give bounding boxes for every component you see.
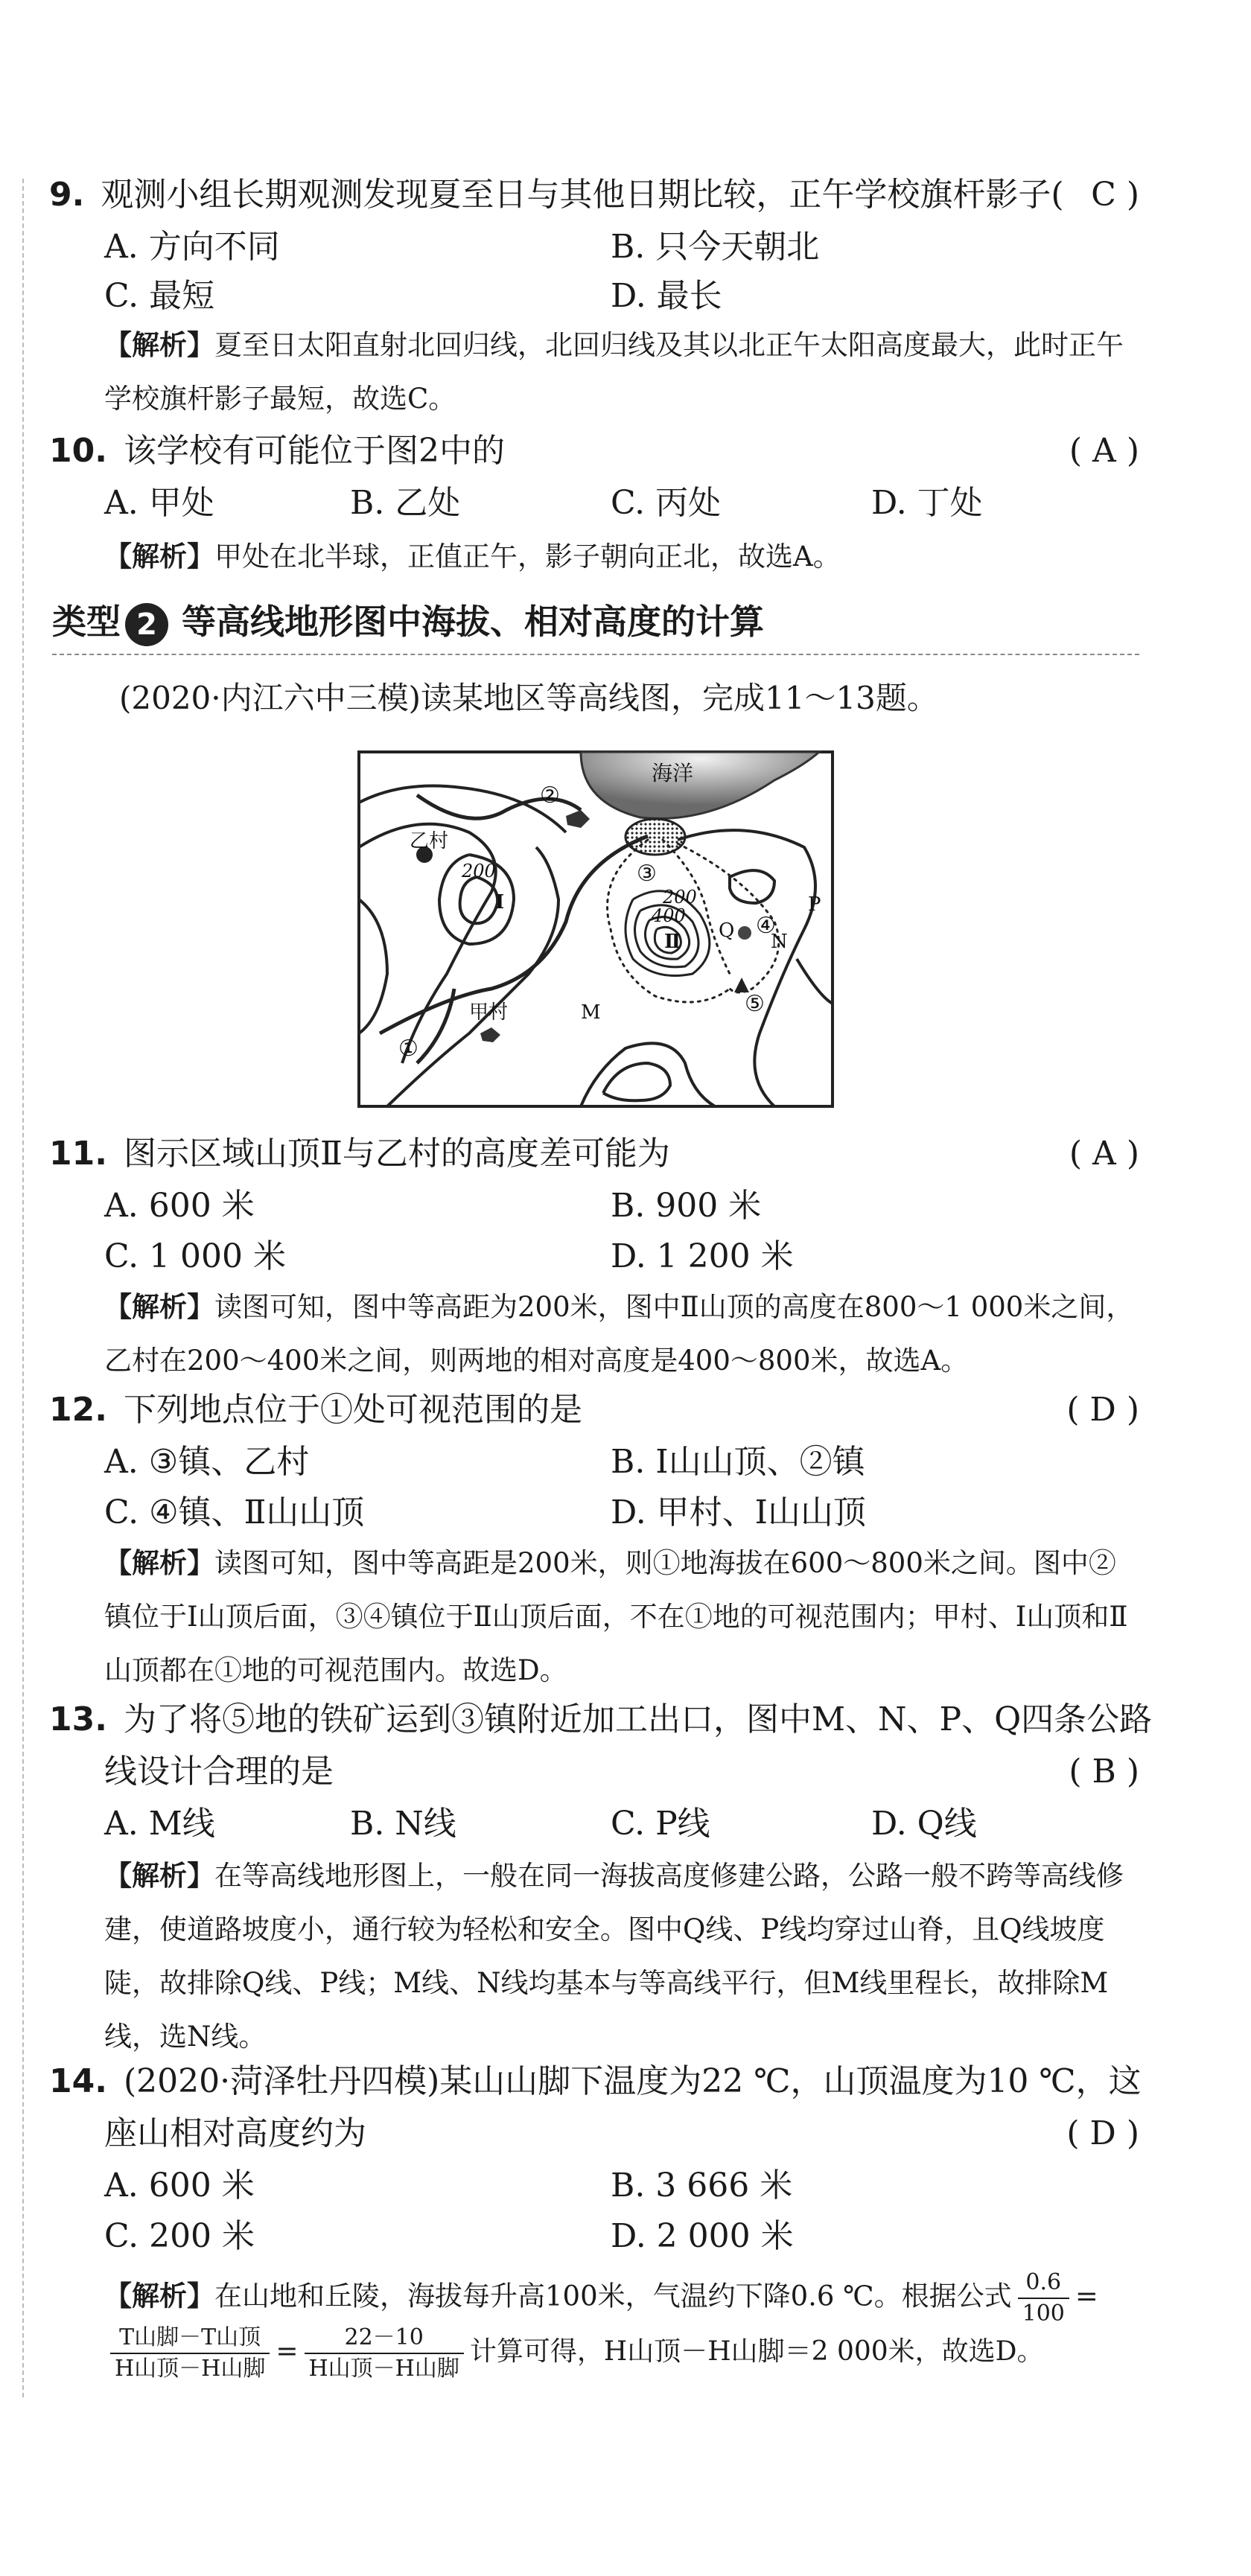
question-11-answer: ( A ) [1069,1135,1139,1173]
option-c: C. 最短 [104,277,215,315]
option-b: B. 只今天朝北 [611,228,820,266]
explanation-text: 读图可知，图中等高距为200米，图中Ⅱ山顶的高度在800～1 000米之间，乙村在200～400米之间，则两地的相对高度是400～800米，故选A。 [104,1291,1134,1377]
question-14-line-2: 座山相对高度约为 [104,2114,366,2152]
label-site-4: ④ [756,913,776,939]
option-a: A. 方向不同 [104,228,280,266]
question-text: 该学校有可能位于图2中的 [123,432,505,470]
question-text: 图示区域山顶Ⅱ与乙村的高度差可能为 [123,1135,670,1173]
question-text-line-1: (2020·菏泽牡丹四模)某山山脚下温度为22 ℃，山顶温度为10 ℃，这 [123,2062,1142,2100]
fraction-numerator: 22－10 [305,2323,464,2354]
option-d: D. 最长 [611,277,722,315]
option-b: B. 乙处 [350,484,461,522]
option-a: A. 甲处 [104,484,214,522]
explanation-tag: 【解析】 [104,1547,214,1579]
option-b: B. 900 米 [611,1187,762,1225]
label-road-p: P [808,893,821,916]
explanation-9 [104,319,1139,426]
fraction-denominator: 100 [1022,2301,1065,2327]
label-road-n: N [771,931,788,953]
label-village-yi: 乙村 [410,830,449,852]
question-14 [49,2059,1142,2104]
question-number: 12. [49,1391,107,1429]
option-c: C. P线 [611,1805,710,1843]
question-10-answer: ( A ) [1069,432,1139,470]
option-c: C. ④镇、Ⅱ山山顶 [104,1493,365,1531]
explanation-text: 夏至日太阳直射北回归线，北回归线及其以北正午太阳高度最大，此时正午学校旗杆影子最短，故选C。 [104,329,1124,415]
explanation-tag: 【解析】 [104,1860,214,1892]
explanation-text: 读图可知，图中等高距是200米，则①地海拔在600～800米之间。图中②镇位于Ⅰ山顶后面，③④镇位于Ⅱ山顶后面，不在①地的可视范围内；甲村、Ⅰ山顶和Ⅱ山顶都在①地的可视范围内。故选D。 [104,1547,1128,1686]
option-c: C. 200 米 [104,2217,255,2255]
question-number: 11. [49,1135,107,1173]
option-d: D. Q线 [871,1805,977,1843]
section-prefix: 类型 [52,602,121,642]
question-text: 观测小组长期观测发现夏至日与其他日期比较，正午学校旗杆影子( [101,176,1064,214]
explanation-11 [104,1281,1139,1388]
fraction-numerator: 0.6 [1018,2268,1069,2299]
section-divider [52,654,1139,655]
option-b: B. Ⅰ山山顶、②镇 [611,1443,865,1481]
question-13-line-2: 线设计合理的是 [104,1753,334,1791]
equals-sign: = [276,2336,299,2367]
option-d: D. 丁处 [871,484,983,522]
explanation-tag: 【解析】 [104,1291,214,1323]
explanation-13 [104,1849,1139,2064]
option-d: D. 1 200 米 [611,1237,794,1275]
margin-rule [22,179,24,2397]
section-title: 等高线地形图中海拔、相对高度的计算 [182,602,764,642]
label-peak-2: Ⅱ [664,931,681,953]
explanation-text: 甲处在北半球，正值正午，影子朝向正北，故选A。 [214,541,841,573]
question-text-line-1: 为了将⑤地的铁矿运到③镇附近加工出口，图中M、N、P、Q四条公路 [123,1700,1153,1738]
fraction-rate [1018,2268,1069,2329]
explanation-12 [104,1537,1139,1697]
label-site-3: ③ [637,861,657,887]
question-number: 9. [49,176,85,214]
label-village-jia: 甲村 [469,1001,509,1024]
fraction-temperature [110,2323,270,2384]
label-contour-200-right: 200 [663,887,697,908]
question-13-answer: ( B ) [1069,1753,1139,1791]
question-12 [49,1388,582,1432]
explanation-text: 在山地和丘陵，海拔每升高100米，气温约下降0.6 ℃。根据公式 [214,2280,1012,2312]
question-text: 下列地点位于①处可视范围的是 [123,1391,582,1429]
explanation-text: 在等高线地形图上，一般在同一海拔高度修建公路，公路一般不跨等高线修建，使道路坡度小，通行较为轻松和安全。图中Q线、P线均穿过山脊，且Q线坡度陡，故排除Q线、P线；M线、N线均基本与等高线平行，但M线里程长，故排除M线，选N线。 [104,1860,1124,2053]
label-sea: 海洋 [652,761,694,785]
option-a: A. M线 [104,1805,215,1843]
fraction-values [305,2323,464,2384]
town-4-marker [738,926,751,940]
question-number: 14. [49,2062,107,2100]
section-badge: 2 [125,603,168,646]
label-contour-200-left: 200 [462,861,496,881]
equals-sign: = [1075,2280,1098,2312]
question-number: 13. [49,1700,107,1738]
section-header [52,596,764,648]
question-number: 10. [49,432,107,470]
label-road-m: M [581,1001,601,1024]
formula-conclusion: 计算可得，H山顶－H山脚＝2 000米，故选D。 [469,2336,1044,2367]
option-a: A. 600 米 [104,1187,255,1225]
question-10 [49,429,505,474]
fraction-denominator: H山顶－H山脚 [115,2356,266,2382]
option-b: B. 3 666 米 [611,2167,793,2204]
question-13 [49,1697,1152,1742]
answer-paren: ) [1126,176,1139,214]
option-a: A. ③镇、乙村 [104,1443,310,1481]
option-c: C. 丙处 [611,484,722,522]
explanation-tag: 【解析】 [104,541,214,573]
option-d: D. 甲村、Ⅰ山山顶 [611,1493,867,1531]
explanation-tag: 【解析】 [104,2280,214,2312]
passage-intro: (2020·内江六中三模)读某地区等高线图，完成11～13题。 [119,680,938,716]
fraction-numerator: T山脚－T山顶 [110,2323,270,2354]
label-site-1: ① [398,1036,418,1062]
label-contour-400: 400 [652,905,686,926]
option-b: B. N线 [350,1805,456,1843]
option-c: C. 1 000 米 [104,1237,287,1275]
explanation-14 [104,2268,1139,2329]
contour-map [357,750,834,1108]
explanation-tag: 【解析】 [104,329,214,361]
question-11 [49,1132,670,1176]
question-9-answer [1091,173,1139,217]
question-12-answer: ( D ) [1066,1391,1139,1429]
formula-line [104,2323,1044,2384]
question-14-answer: ( D ) [1066,2114,1139,2152]
answer-letter: C [1091,176,1116,214]
option-a: A. 600 米 [104,2167,255,2204]
fraction-denominator: H山顶－H山脚 [308,2356,459,2382]
town-3-marker [626,819,685,855]
question-9 [49,173,1064,217]
label-site-5: ⑤ [745,991,765,1017]
option-d: D. 2 000 米 [611,2217,794,2255]
explanation-10 [104,530,1139,584]
label-road-q: Q [719,919,735,942]
label-site-2: ② [540,782,560,809]
label-peak-1: Ⅰ [495,891,505,914]
